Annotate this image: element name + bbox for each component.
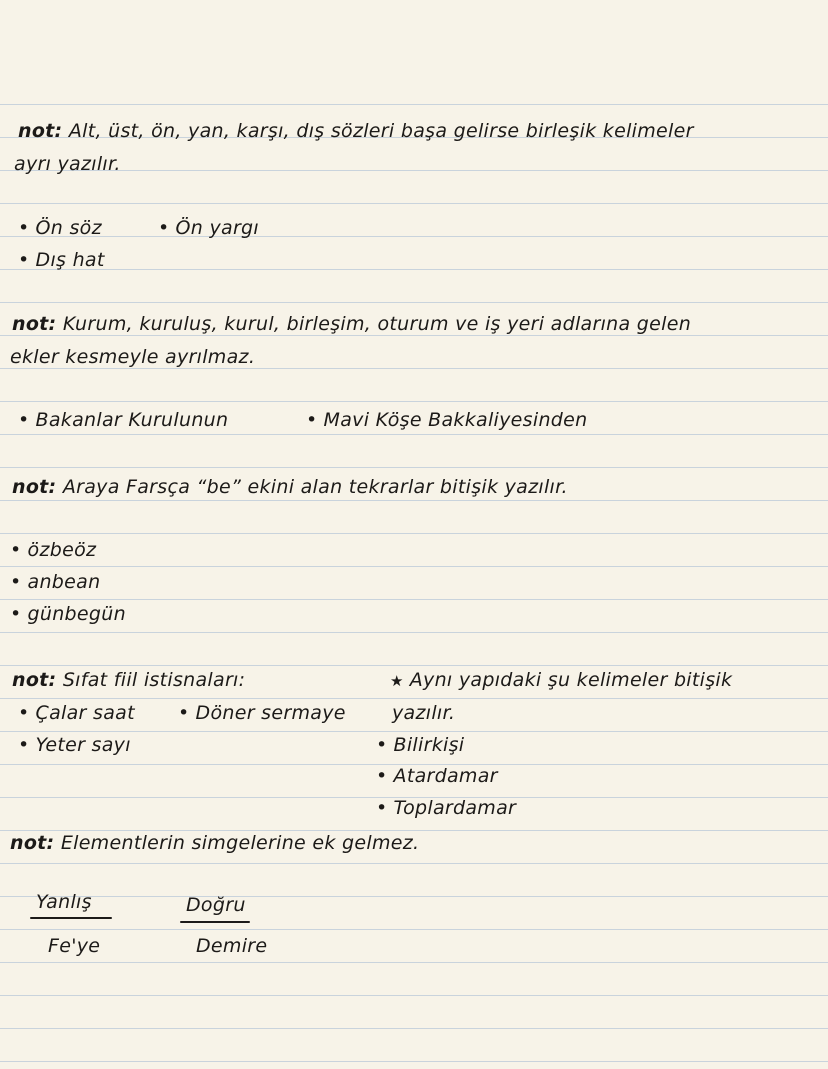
note-5-label: not: (10, 832, 55, 854)
note-3-text: Araya Farsça “be” ekini alan tekrarlar bitişik yazılır. (62, 476, 568, 498)
note-4-text: Sıfat fiil istisnaları: (62, 669, 246, 691)
wrong-value: Fe'ye (48, 935, 101, 957)
note-2-text: Kurum, kuruluş, kurul, birleşim, oturum ve iş yeri adlarına gelen (62, 313, 692, 335)
note-4-side-note-line-1 (390, 664, 732, 698)
wrong-header-underline (30, 917, 112, 919)
note-3-example-3: • günbegün (10, 598, 126, 631)
note-3-label: not: (12, 476, 57, 498)
note-1-text: Alt, üst, ön, yan, karşı, dış sözleri başa gelirse birleşik kelimeler (68, 120, 694, 142)
right-header-underline (180, 921, 250, 923)
note-4-side-note-line-2: yazılır. (392, 702, 456, 724)
note-2-line-2: ekler kesmeyle ayrılmaz. (10, 346, 256, 368)
wrong-header: Yanlış (36, 891, 92, 913)
note-4-example-1: • Çalar saat (18, 697, 135, 730)
note-1-example-2: • Ön yargı (158, 212, 259, 245)
note-4-side-note-text: Aynı yapıdaki şu kelimeler bitişik (409, 669, 733, 691)
note-3-line-1 (12, 471, 568, 504)
note-1-label: not: (18, 120, 63, 142)
note-4-line-1 (12, 664, 245, 697)
note-4-side-example-2: • Atardamar (376, 760, 498, 793)
note-2-example-1: • Bakanlar Kurulunun (18, 404, 228, 437)
note-3-example-1: • özbeöz (10, 534, 96, 567)
note-2-line-1 (12, 308, 691, 341)
paper-top-margin (0, 0, 828, 104)
note-4-side-example-1: • Bilirkişi (376, 729, 464, 762)
note-1-example-3: • Dış hat (18, 244, 105, 277)
note-5-line-1 (10, 827, 419, 860)
right-header: Doğru (186, 894, 246, 916)
note-1-example-1: • Ön söz (18, 212, 102, 245)
note-3-example-2: • anbean (10, 566, 100, 599)
note-4-side-example-3: • Toplardamar (376, 792, 516, 825)
note-4-example-3: • Yeter sayı (18, 729, 131, 762)
note-5-text: Elementlerin simgelerine ek gelmez. (60, 832, 420, 854)
right-value: Demire (196, 935, 268, 957)
note-4-label: not: (12, 669, 57, 691)
note-4-example-2: • Döner sermaye (178, 697, 346, 730)
note-1-line-1 (18, 115, 694, 148)
note-1-line-2: ayrı yazılır. (14, 153, 121, 175)
note-2-label: not: (12, 313, 57, 335)
note-2-example-2: • Mavi Köşe Bakkaliyesinden (306, 404, 587, 437)
